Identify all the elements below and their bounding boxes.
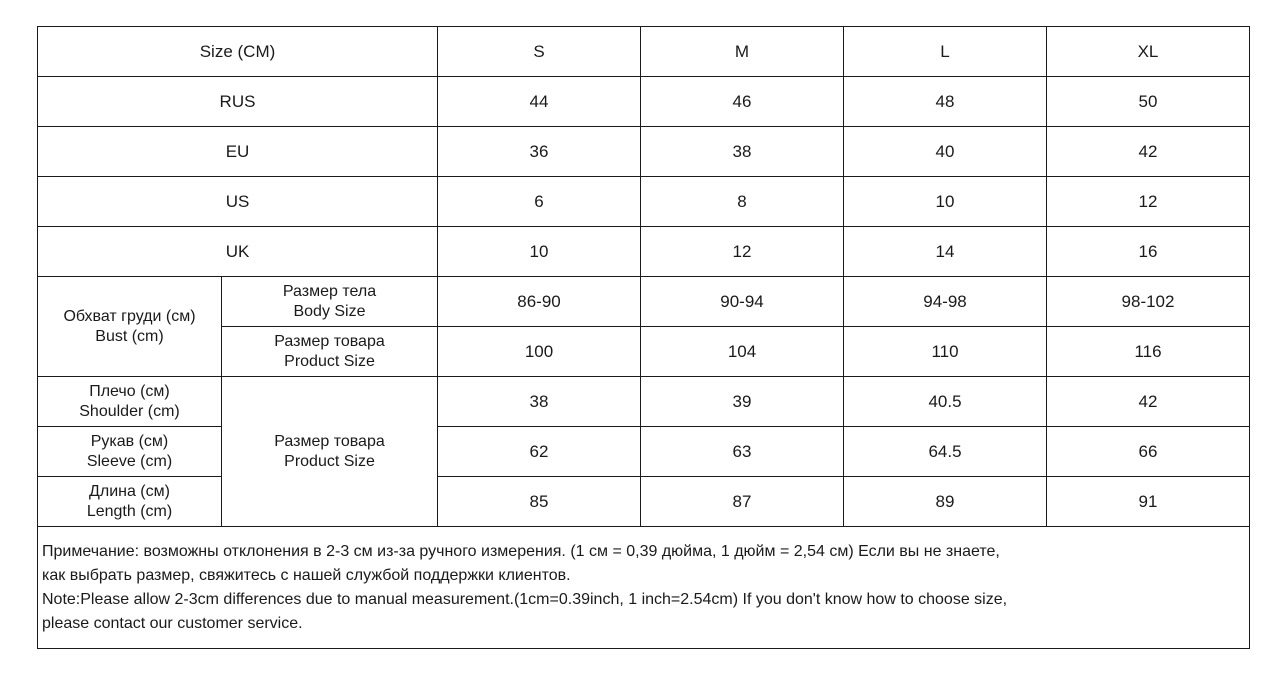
table-cell: 38: [641, 127, 844, 177]
table-cell: 66: [1047, 427, 1250, 477]
shoulder-label-ru: Плечо (см): [89, 382, 170, 400]
size-header-m: M: [641, 27, 844, 77]
table-cell: 110: [844, 327, 1047, 377]
table-cell: 89: [844, 477, 1047, 527]
table-cell: 94-98: [844, 277, 1047, 327]
table-cell: 44: [438, 77, 641, 127]
table-row: [38, 127, 1250, 177]
table-cell: 98-102: [1047, 277, 1250, 327]
row-label-us: US: [38, 177, 438, 227]
table-cell: 87: [641, 477, 844, 527]
length-label-ru: Длина (см): [89, 482, 170, 500]
table-cell: 48: [844, 77, 1047, 127]
table-cell: 10: [438, 227, 641, 277]
table-row: [38, 477, 1250, 527]
size-header-l: L: [844, 27, 1047, 77]
table-cell: 62: [438, 427, 641, 477]
table-cell: 90-94: [641, 277, 844, 327]
row-label-rus: RUS: [38, 77, 438, 127]
sleeve-label: [38, 427, 222, 477]
product-size-label-ru: Размер товара: [274, 332, 385, 350]
shoulder-label: [38, 377, 222, 427]
header-row: [38, 27, 1250, 77]
table-row: [38, 427, 1250, 477]
body-size-label-en: Body Size: [293, 302, 366, 320]
body-size-label: [222, 277, 438, 327]
garment-size-label-ru: Размер товара: [274, 432, 385, 450]
garment-size-label-en: Product Size: [284, 452, 375, 470]
body-size-label-ru: Размер тела: [282, 282, 377, 300]
note-row: [38, 527, 1250, 649]
table-cell: 38: [438, 377, 641, 427]
table-cell: 14: [844, 227, 1047, 277]
note-ru-line-1: Примечание: возможны отклонения в 2-3 см из-за ручного измерения. (1 см = 0,39 дюйма, 1 дюйм = 2,54 см) Если вы не знаете,: [42, 543, 1000, 560]
size-chart-table: [37, 26, 1250, 649]
measurement-note: [38, 527, 1250, 649]
table-cell: 64.5: [844, 427, 1047, 477]
table-cell: 104: [641, 327, 844, 377]
table-cell: 39: [641, 377, 844, 427]
table-row: [38, 377, 1250, 427]
table-cell: 6: [438, 177, 641, 227]
row-label-eu: EU: [38, 127, 438, 177]
note-ru-line-2: как выбрать размер, свяжитесь с нашей службой поддержки клиентов.: [42, 567, 571, 584]
note-en-line-2: please contact our customer service.: [42, 615, 303, 632]
sleeve-label-en: Sleeve (cm): [86, 452, 173, 470]
sleeve-label-ru: Рукав (см): [90, 432, 169, 450]
table-cell: 46: [641, 77, 844, 127]
table-cell: 36: [438, 127, 641, 177]
table-cell: 40: [844, 127, 1047, 177]
bust-label-ru: Обхват груди (см): [63, 307, 196, 325]
row-label-uk: UK: [38, 227, 438, 277]
table-cell: 42: [1047, 127, 1250, 177]
length-label-en: Length (cm): [86, 502, 173, 520]
size-header-label: Size (CM): [38, 27, 438, 77]
size-header-xl: XL: [1047, 27, 1250, 77]
garment-size-label: [222, 377, 438, 527]
shoulder-label-en: Shoulder (cm): [79, 402, 180, 420]
table-cell: 12: [641, 227, 844, 277]
table-cell: 85: [438, 477, 641, 527]
size-header-s: S: [438, 27, 641, 77]
note-en-line-1: Note:Please allow 2-3cm differences due to manual measurement.(1cm=0.39inch, 1 inch=2.54cm) If you don't know how to choose size,: [42, 591, 1008, 608]
table-row: [38, 227, 1250, 277]
table-cell: 40.5: [844, 377, 1047, 427]
table-cell: 100: [438, 327, 641, 377]
length-label: [38, 477, 222, 527]
table-cell: 42: [1047, 377, 1250, 427]
size-chart-sheet: [37, 26, 1249, 649]
table-cell: 91: [1047, 477, 1250, 527]
table-cell: 116: [1047, 327, 1250, 377]
table-cell: 10: [844, 177, 1047, 227]
table-row: [38, 77, 1250, 127]
product-size-label-en: Product Size: [284, 352, 375, 370]
table-row: [38, 277, 1250, 327]
table-cell: 50: [1047, 77, 1250, 127]
table-cell: 12: [1047, 177, 1250, 227]
table-cell: 8: [641, 177, 844, 227]
bust-label-en: Bust (cm): [95, 327, 164, 345]
product-size-label: [222, 327, 438, 377]
table-row: [38, 177, 1250, 227]
table-cell: 63: [641, 427, 844, 477]
table-cell: 16: [1047, 227, 1250, 277]
bust-label: [38, 277, 222, 377]
table-cell: 86-90: [438, 277, 641, 327]
